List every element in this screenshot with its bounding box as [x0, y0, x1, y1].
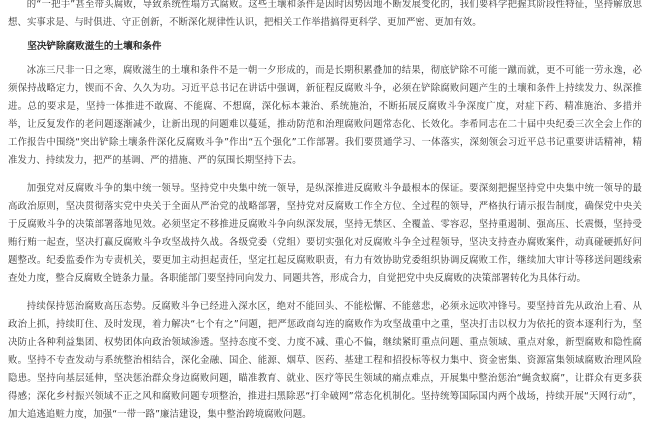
paragraph-2: 加强党对反腐败斗争的集中统一领导。坚持党中央集中统一领导，是纵深推进反腐败斗争最根本的保证。要深刻把握坚持党中央集中统一领导的最高政治原则，坚决贯彻落实党中央关于全面从严治党的战略部署，坚持党对反腐败工作全方位、全过程的领导，严格执行请示报告制度，确保党中央关于反腐败斗争的决策部署落地见效。必须坚定不移推进反腐败斗争向纵深发展，坚持无禁区、全覆盖、零容忍，坚持重遏制、强高压、长震慑，坚持受贿行贿一起查，坚决打赢反腐败斗争攻坚战持久战。各级党委（党组）要切实强化对反腐败斗争全过程领导，坚决支持查办腐败案件，动真碰硬抓好问题整改。纪委监委作为专责机关，要更加主动担起责任，坚定扛起反腐败职责，有力有效协助党委组织协调反腐败工作，继续加大审计等移送问题线索查处力度，整合反腐败全链条力量。各职能部门要坚持同向发力、同题共答，形成合力，自觉把党中央反腐败的决策部署转化为具体行动。	[8, 183, 642, 284]
intro-paragraph: 的“一把手”甚至带头腐败，导致系统性塌方式腐败。这些土壤和条件是因时因势因地不断发展变化的，我们要科学把握其阶段性特征，坚持解放思想、实事求是、与时俱进、守正创新，不断深化规律性认识，把相关工作举措搞得更科学、更加严密、更加有效。	[8, 0, 642, 28]
paragraph-1: 冰冻三尺非一日之寒，腐败滋生的土壤和条件不是一朝一夕形成的，而是长期积累叠加的结果，彻底铲除不可能一蹴而就，更不可能一劳永逸，必须保持战略定力，锲而不舍、久久为功。习近平总书记在讲话中强调，新征程反腐败斗争，必须在铲除腐败问题产生的土壤和条件上持续发力、纵深推进。总的要求是，坚持一体推进不敢腐、不能腐、不想腐，深化标本兼治、系统施治，不断拓展反腐败斗争深度广度，对症下药、精准施治、多措并举，让反复发作的老问题逐渐减少，让新出现的问题难以蔓延，推动防范和治理腐败问题常态化、长效化。李希同志在二十届中央纪委三次全会上作的工作报告中围绕“突出铲除土壤条件深化反腐败斗争”作出“五个强化”工作部署。我们要贯通学习、一体落实，深刻领会习近平总书记重要讲话精神，精准发力、持续发力，把严的基调、严的措施、严的氛围长期坚持下去。	[8, 65, 642, 166]
spacer	[8, 288, 642, 298]
section-heading: 坚决铲除腐败滋生的土壤和条件	[27, 41, 162, 52]
spacer	[8, 170, 642, 180]
paragraph-3: 持续保持惩治腐败高压态势。反腐败斗争已经进入深水区，绝对不能回头、不能松懈、不能慈悲，必须永远吹冲锋号。要坚持首先从政治上看、从政治上抓，持续盯住、及时发现，着力解决“七个有之”问题，把严惩政商勾连的腐败作为攻坚战重中之重，坚决打击以权力为依托的资本逐利行为，坚决防止各种利益集团、权势团体向政治领域渗透。坚持态度不变、力度不减、重心不偏，继续紧盯重点问题、重点领域、重点对象，新型腐败和隐性腐败。坚持不专查发动与系统整治相结合，深化金融、国企、能源、烟草、医药、基建工程和招投标等权力集中、资金密集、资源富集领域腐败治理风险隐患。坚持向基层延伸，坚决惩治群众身边腐败问题，瞄准教育、就业、医疗等民生领域的痛点难点，开展集中整治惩治“蝇贪蚁腐”，让群众有更多获得感；深化乡村振兴领域不正之风和腐败问题专项整治，推进扫黑除恶“打伞破网”常态化机制化。坚持统筹国际国内两个战场，持续开展“天网行动”，加大追逃追赃力度，加强“一带一路”廉洁建设，集中整治跨境腐败问题。	[8, 301, 642, 420]
